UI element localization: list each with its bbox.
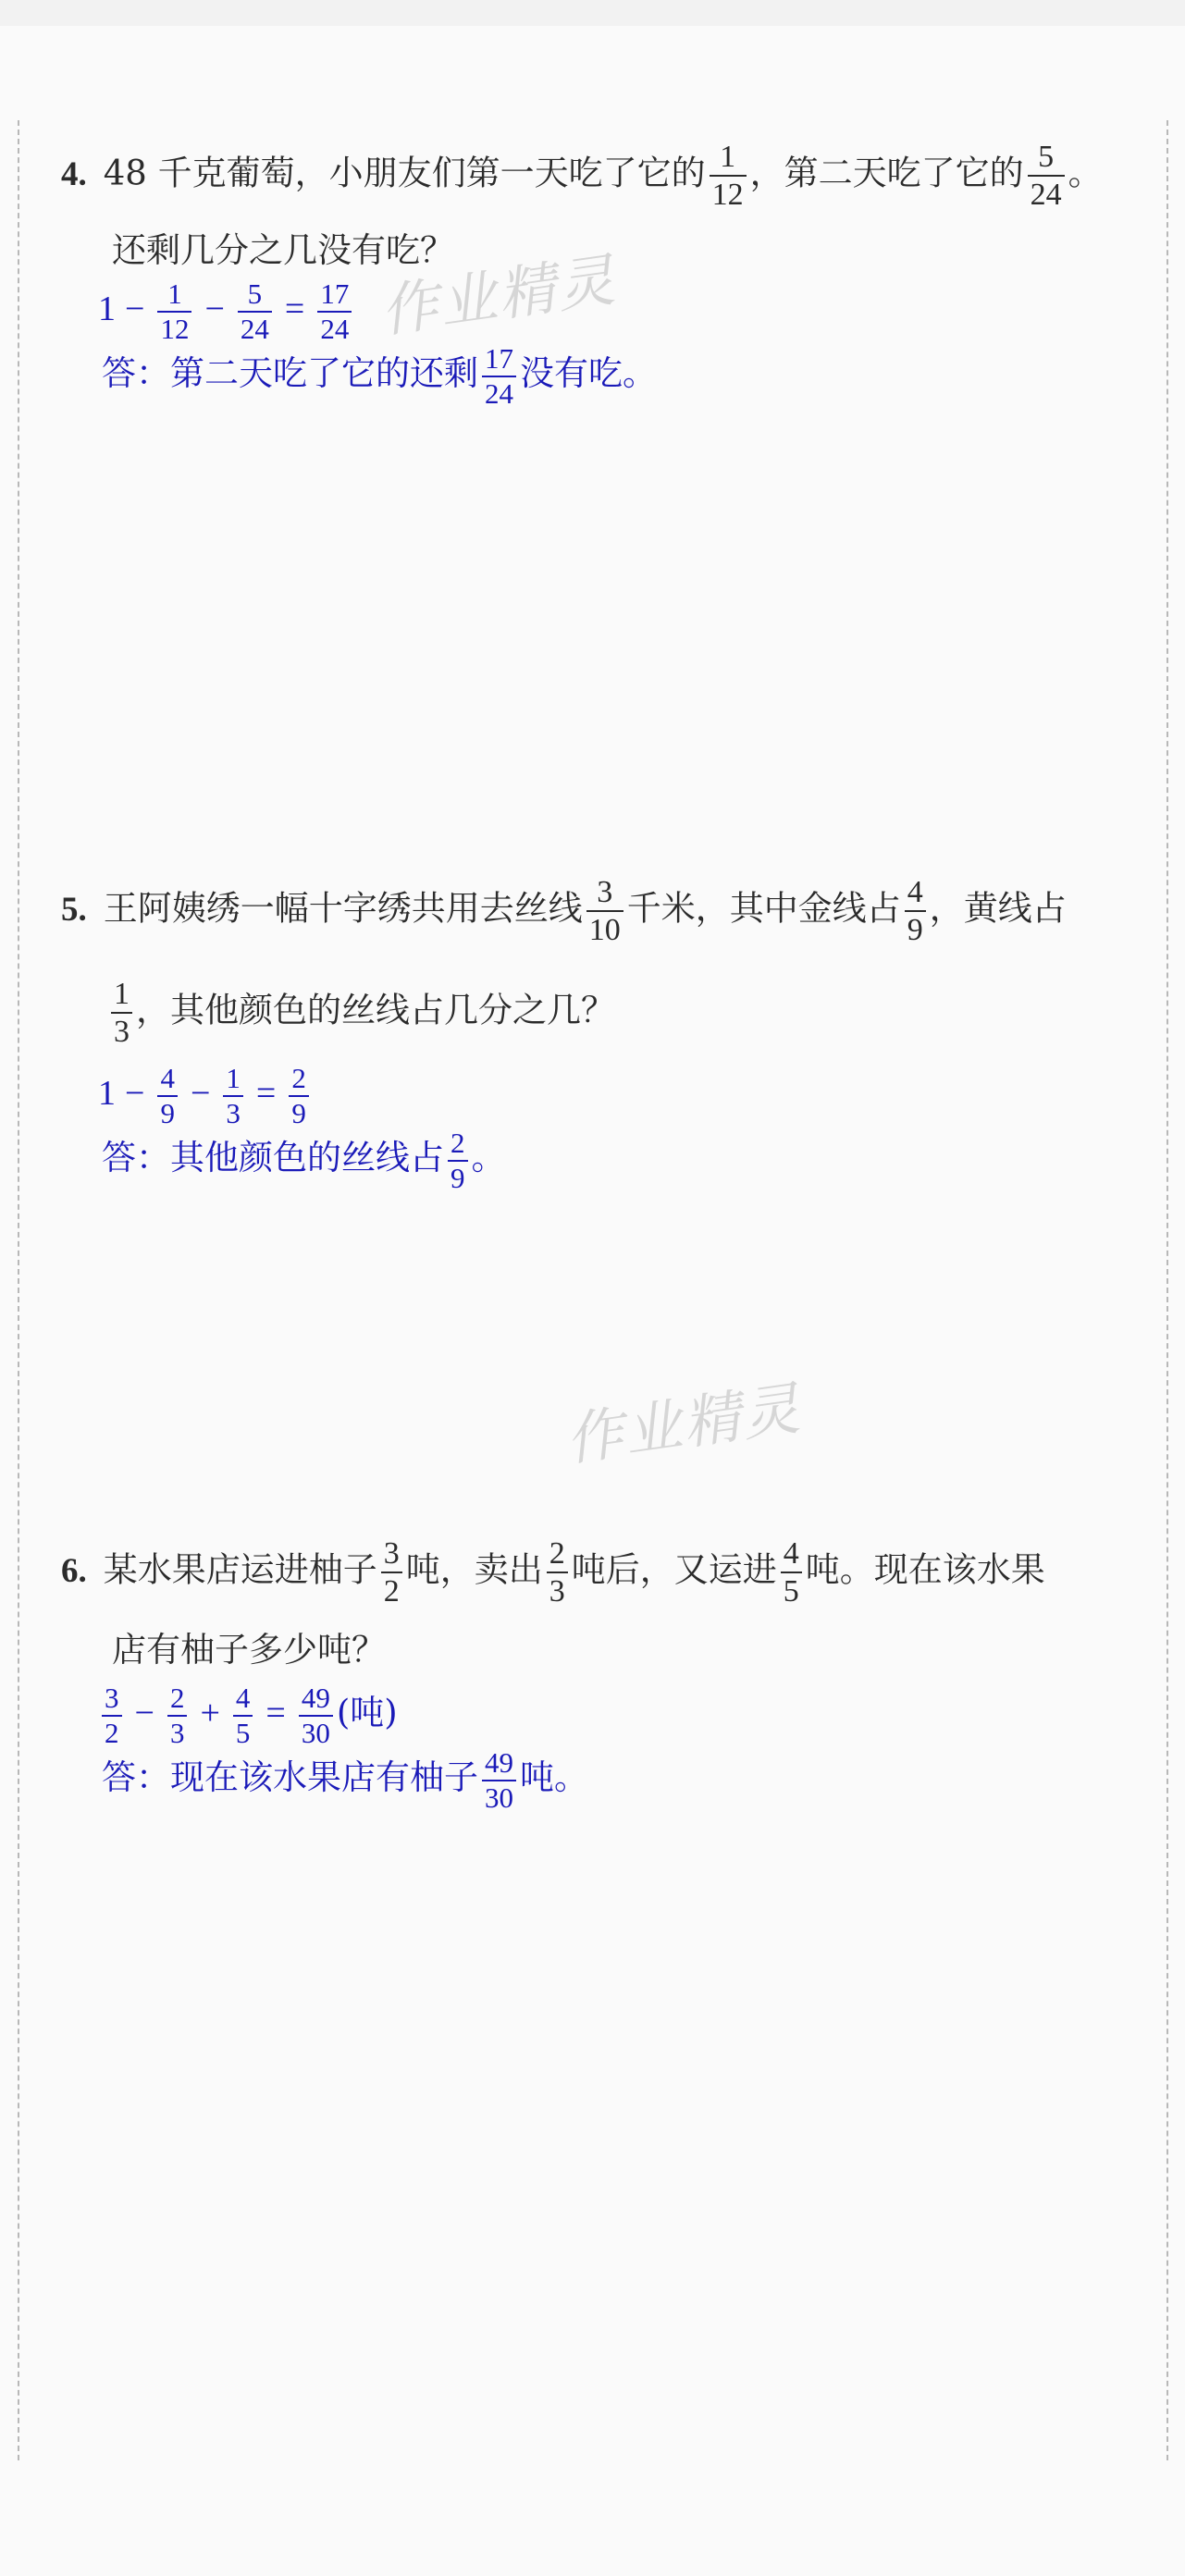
q6-fraction-3 [781, 1535, 802, 1609]
q4-text-a: 48 千克葡萄，小朋友们第一天吃了它的 [103, 153, 706, 193]
q5-text-c: ，黄线占 [929, 888, 1067, 929]
q4-fraction-2 [1028, 139, 1065, 213]
q5-fraction-1 [586, 874, 623, 948]
denominator: 24 [320, 312, 350, 345]
q6-text-d: 吨。现在该水果 [805, 1549, 1045, 1590]
q4-answer-text-a: 答：第二天吃了它的还剩 [102, 353, 478, 394]
numerator: 1 [223, 1062, 243, 1097]
eq-operator: = [265, 1694, 286, 1733]
denominator: 2 [105, 1716, 119, 1749]
q5-eq-fraction-result [289, 1062, 309, 1129]
eq-operator: + [200, 1694, 220, 1733]
watermark: 作业精灵 [561, 1374, 806, 1474]
q5-text-b: 千米，其中金线占 [626, 888, 901, 929]
q4-line2: 还剩几分之几没有吃？ [112, 230, 454, 270]
left-dashed-margin [18, 120, 19, 2460]
q5-answer-text-a: 答：其他颜色的丝线占 [102, 1138, 444, 1178]
denominator: 9 [291, 1096, 306, 1129]
q6-fraction-2 [547, 1535, 568, 1609]
q6-answer [102, 1746, 588, 1814]
q4-number: 4. [61, 154, 87, 193]
q6-line1 [61, 1535, 1045, 1609]
eq-term: 1 [98, 290, 116, 329]
numerator: 4 [233, 1682, 253, 1717]
numerator: 3 [586, 874, 623, 912]
denominator: 30 [301, 1716, 330, 1749]
eq-operator: − [125, 290, 145, 329]
numerator: 1 [710, 139, 747, 177]
q5-line1 [61, 874, 1067, 948]
denominator: 12 [711, 178, 744, 213]
numerator: 3 [381, 1535, 402, 1573]
numerator: 2 [448, 1127, 468, 1162]
eq-operator: − [204, 290, 225, 329]
q6-text-c: 吨后，又运进 [571, 1549, 777, 1590]
q6-eq-fraction-2 [167, 1682, 188, 1749]
numerator: 4 [781, 1535, 802, 1573]
q5-eq-fraction-2 [223, 1062, 243, 1129]
q4-text-c: 。 [1068, 153, 1103, 193]
denominator: 9 [160, 1096, 175, 1129]
q5-eq-fraction-1 [157, 1062, 178, 1129]
numerator: 17 [317, 277, 352, 313]
denominator: 30 [485, 1781, 513, 1814]
denominator: 10 [588, 913, 621, 948]
denominator: 3 [226, 1096, 241, 1129]
denominator: 3 [169, 1716, 185, 1749]
denominator: 9 [451, 1161, 465, 1194]
q6-fraction-1 [381, 1535, 402, 1609]
q4-fraction-1 [710, 139, 747, 213]
numerator: 49 [482, 1746, 516, 1781]
q5-number: 5. [61, 890, 87, 929]
q5-answer [102, 1127, 506, 1194]
q6-number: 6. [61, 1551, 87, 1590]
q5-equation [98, 1062, 313, 1129]
eq-term: 1 [98, 1074, 116, 1114]
q6-eq-fraction-3 [233, 1682, 253, 1749]
denominator: 2 [383, 1574, 400, 1609]
denominator: 24 [1030, 178, 1062, 213]
numerator: 1 [111, 976, 132, 1014]
numerator: 4 [905, 874, 926, 912]
q4-line1 [61, 139, 1103, 213]
q6-answer-fraction [482, 1746, 516, 1814]
q4-equation [98, 277, 355, 345]
q6-eq-unit: (吨) [336, 1693, 398, 1733]
numerator: 5 [1028, 139, 1065, 177]
denominator: 24 [485, 376, 513, 410]
q6-equation [98, 1682, 398, 1749]
q4-eq-fraction-result [317, 277, 352, 345]
numerator: 49 [299, 1682, 333, 1717]
denominator: 12 [160, 312, 190, 345]
denominator: 3 [549, 1574, 565, 1609]
q6-answer-text-a: 答：现在该水果店有柚子 [102, 1757, 478, 1798]
denominator: 5 [235, 1716, 251, 1749]
q4-text-b: ，第二天吃了它的 [749, 153, 1024, 193]
numerator: 2 [547, 1535, 568, 1573]
eq-operator: = [255, 1074, 277, 1114]
denominator: 9 [907, 913, 923, 948]
q5-answer-text-b: 。 [471, 1138, 506, 1178]
q5-text-a: 王阿姨绣一幅十字绣共用去丝线 [103, 888, 583, 929]
q5-line2 [107, 976, 615, 1050]
denominator: 3 [114, 1015, 130, 1050]
numerator: 2 [289, 1062, 309, 1097]
denominator: 24 [240, 312, 269, 345]
numerator: 3 [102, 1682, 122, 1717]
q6-text-b: 吨，卖出 [405, 1549, 543, 1590]
numerator: 17 [482, 342, 516, 377]
eq-operator: − [125, 1074, 145, 1114]
right-dashed-margin [1166, 120, 1168, 2460]
q4-eq-fraction-1 [157, 277, 191, 345]
numerator: 4 [157, 1062, 178, 1097]
eq-operator: = [284, 290, 305, 329]
q6-line2: 店有柚子多少吨？ [112, 1630, 386, 1670]
top-band [0, 0, 1185, 26]
numerator: 2 [167, 1682, 188, 1717]
q6-eq-fraction-1 [102, 1682, 122, 1749]
q4-answer-fraction [482, 342, 516, 410]
q6-answer-text-b: 吨。 [520, 1757, 588, 1798]
q4-answer [102, 342, 657, 410]
denominator: 5 [783, 1574, 799, 1609]
eq-operator: − [134, 1694, 154, 1733]
q4-eq-fraction-2 [238, 277, 272, 345]
eq-operator: − [190, 1074, 211, 1114]
q6-eq-fraction-result [299, 1682, 333, 1749]
q5-line2-text: ，其他颜色的丝线占几分之几？ [136, 990, 615, 1030]
q5-fraction-3 [111, 976, 132, 1050]
q4-answer-text-b: 没有吃。 [520, 353, 657, 394]
q5-answer-fraction [448, 1127, 468, 1194]
q6-text-a: 某水果店运进柚子 [103, 1549, 377, 1590]
numerator: 5 [238, 277, 272, 313]
q5-fraction-2 [905, 874, 926, 948]
watermark: 作业精灵 [376, 245, 621, 346]
numerator: 1 [157, 277, 191, 313]
